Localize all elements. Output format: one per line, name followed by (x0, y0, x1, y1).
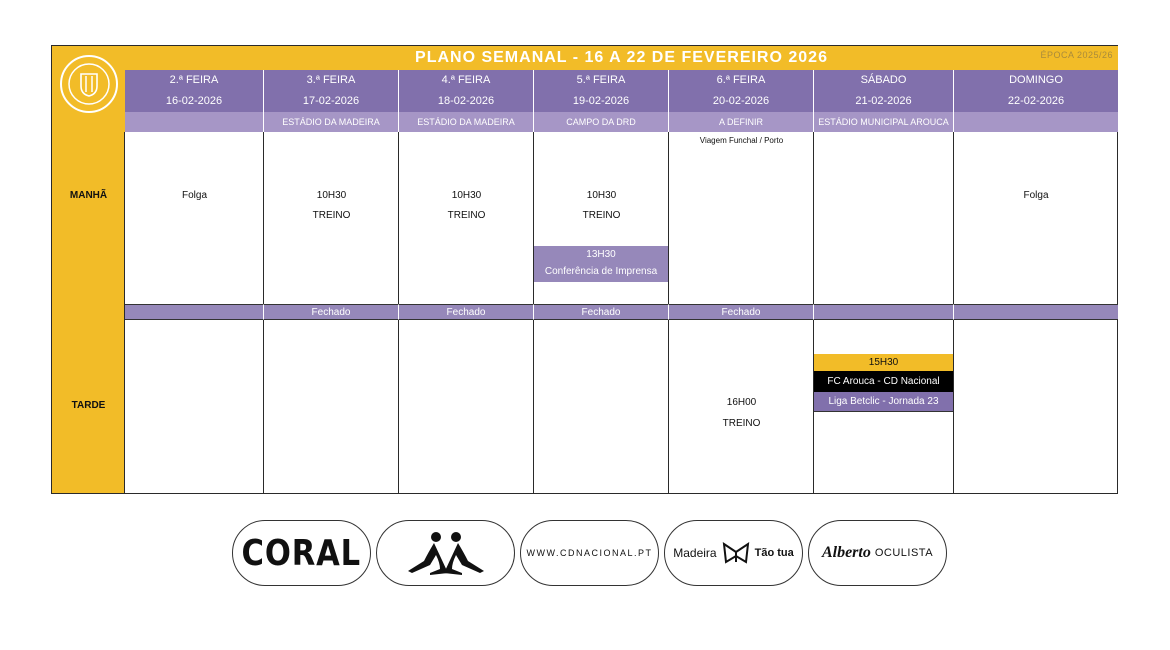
closed-cell (814, 304, 954, 320)
morning-activity: TREINO (312, 210, 351, 221)
day-header: DOMINGO (954, 70, 1118, 91)
date-header: 18-02-2026 (399, 91, 534, 112)
closed-cell: Fechado (534, 304, 669, 320)
morning-time: 10H30 (451, 190, 482, 201)
sponsor-website (520, 520, 659, 586)
press-time: 13H30 (586, 249, 616, 260)
date-header: 17-02-2026 (264, 91, 399, 112)
morning-time: 10H30 (316, 190, 347, 201)
alberto-text: Alberto (821, 544, 871, 561)
morning-activity: TREINO (447, 210, 486, 221)
day-header: 4.ª FEIRA (399, 70, 534, 91)
sponsor-madeira (664, 520, 803, 586)
weekly-schedule (51, 45, 1118, 494)
date-header: 16-02-2026 (125, 91, 264, 112)
closed-cell: Fechado (399, 304, 534, 320)
afternoon-time: 16H00 (726, 397, 757, 408)
venue-cell: ESTÁDIO DA MADEIRA (399, 112, 534, 132)
sponsor-alberto (808, 520, 947, 586)
closed-cell: Fechado (264, 304, 399, 320)
afternoon-activity: TREINO (722, 418, 761, 429)
venue-cell: ESTÁDIO DA MADEIRA (264, 112, 399, 132)
date-header: 22-02-2026 (954, 91, 1118, 112)
morning-off: Folga (181, 190, 207, 201)
morning-activity: TREINO (582, 210, 621, 221)
day-header: 5.ª FEIRA (534, 70, 669, 91)
morning-off: Folga (1023, 190, 1049, 201)
date-header: 21-02-2026 (814, 91, 954, 112)
venue-cell (125, 112, 264, 132)
venue-cell: ESTÁDIO MUNICIPAL AROUCA (814, 112, 954, 132)
website-text: WWW.CDNACIONAL.PT (526, 548, 653, 558)
day-header: 2.ª FEIRA (125, 70, 264, 91)
club-crest (59, 54, 119, 114)
match-competition: Liga Betclic - Jornada 23 (814, 392, 953, 412)
date-header: 19-02-2026 (534, 91, 669, 112)
club-crest-icon (59, 54, 119, 114)
match-time: 15H30 (814, 354, 953, 371)
kappa-icon (394, 531, 498, 575)
season-label: ÉPOCA 2025/26 (1040, 50, 1113, 60)
day-header: SÁBADO (814, 70, 954, 91)
day-header: 3.ª FEIRA (264, 70, 399, 91)
closed-cell (954, 304, 1118, 320)
sponsor-kappa (376, 520, 515, 586)
oculista-text: OCULISTA (874, 547, 934, 559)
row-label-afternoon: TARDE (71, 400, 106, 411)
madeira-text: Madeira (673, 546, 717, 560)
sponsor-strip (232, 520, 952, 588)
closed-cell: Fechado (669, 304, 814, 320)
venue-cell (954, 112, 1118, 132)
morning-time: 10H30 (586, 190, 617, 201)
day-header: 6.ª FEIRA (669, 70, 814, 91)
madeira-flower-icon (721, 540, 751, 566)
sponsor-coral (232, 520, 371, 586)
venue-cell: A DEFINIR (669, 112, 814, 132)
closed-cell (125, 304, 264, 320)
date-header: 20-02-2026 (669, 91, 814, 112)
travel-note: Viagem Funchal / Porto (699, 136, 784, 145)
coral-logo: CORAL (241, 532, 362, 574)
tao-tua-text: Tão tua (754, 547, 794, 559)
match-teams: FC Arouca - CD Nacional (814, 371, 953, 392)
press-label: Conferência de Imprensa (544, 266, 658, 277)
venue-cell: CAMPO DA DRD (534, 112, 669, 132)
page-title: PLANO SEMANAL - 16 A 22 DE FEVEREIRO 2026 (125, 46, 1118, 70)
row-label-morning: MANHÃ (69, 190, 108, 201)
